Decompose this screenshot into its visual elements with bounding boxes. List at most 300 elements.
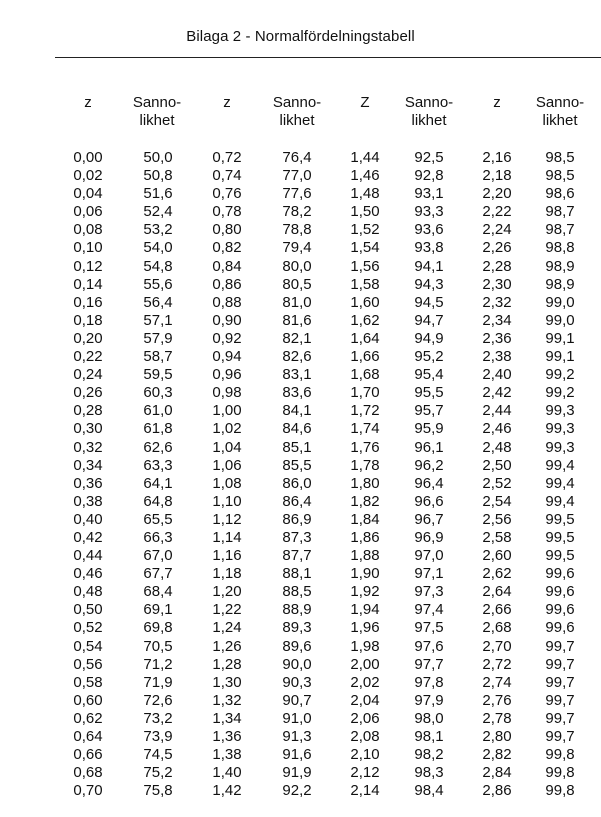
probability-cell: 53,2 xyxy=(143,221,173,239)
probability-cell: 82,1 xyxy=(282,329,312,347)
probability-cell: 96,6 xyxy=(414,492,444,510)
table-row xyxy=(0,439,601,457)
z-value-cell: 0,90 xyxy=(212,311,242,329)
z-value-cell: 2,62 xyxy=(482,565,512,583)
probability-cell: 92,8 xyxy=(414,167,444,185)
z-value-cell: 0,80 xyxy=(212,221,242,239)
probability-cell: 88,5 xyxy=(282,583,312,601)
probability-cell: 98,4 xyxy=(414,782,444,800)
z-value-cell: 0,54 xyxy=(73,637,103,655)
probability-cell: 84,6 xyxy=(282,420,312,438)
z-value-cell: 0,16 xyxy=(73,293,103,311)
probability-cell: 99,7 xyxy=(545,709,575,727)
probability-cell: 57,9 xyxy=(143,329,173,347)
probability-cell: 99,8 xyxy=(545,764,575,782)
probability-cell: 87,3 xyxy=(282,528,312,546)
probability-cell: 50,8 xyxy=(143,167,173,185)
column-header-z-2: z xyxy=(223,94,231,111)
probability-cell: 73,9 xyxy=(143,728,173,745)
probability-cell: 60,3 xyxy=(143,384,173,402)
table-row xyxy=(0,276,601,294)
z-value-cell: 2,22 xyxy=(482,203,512,221)
z-value-cell: 1,68 xyxy=(350,366,380,384)
page-title: Bilaga 2 - Normalfördelningstabell xyxy=(186,28,415,45)
z-value-cell: 0,68 xyxy=(73,764,103,782)
header-line-1: Sanno- xyxy=(132,94,182,111)
z-value-cell: 0,76 xyxy=(212,185,242,203)
z-value-cell: 0,40 xyxy=(73,510,103,528)
probability-cell: 99,1 xyxy=(545,348,575,366)
probability-cell: 93,8 xyxy=(414,239,444,257)
probability-cell: 85,1 xyxy=(282,438,312,456)
z-value-cell: 0,58 xyxy=(73,673,103,691)
z-value-cell: 1,00 xyxy=(212,402,242,420)
z-value-cell: 1,44 xyxy=(350,149,380,166)
probability-cell: 69,1 xyxy=(143,601,173,619)
probability-cell: 99,7 xyxy=(545,691,575,709)
z-value-cell: 1,56 xyxy=(350,257,380,275)
probability-cell: 99,8 xyxy=(545,746,575,764)
probability-cell: 93,3 xyxy=(414,203,444,221)
probability-cell: 61,8 xyxy=(143,420,173,438)
z-value-cell: 1,86 xyxy=(350,528,380,546)
z-value-cell: 2,54 xyxy=(482,492,512,510)
probability-cell: 91,9 xyxy=(282,764,312,782)
z-value-cell: 0,66 xyxy=(73,746,103,764)
probability-cell: 98,5 xyxy=(545,149,575,166)
z-value-cell: 0,24 xyxy=(73,366,103,384)
table-row xyxy=(0,221,601,239)
z-value-cell: 2,36 xyxy=(482,329,512,347)
z-value-cell: 0,10 xyxy=(73,239,103,257)
z-value-cell: 2,82 xyxy=(482,746,512,764)
z-value-cell: 0,96 xyxy=(212,366,242,384)
probability-cell: 73,2 xyxy=(143,709,173,727)
table-row xyxy=(0,366,601,384)
z-value-cell: 1,30 xyxy=(212,673,242,691)
probability-cell: 72,6 xyxy=(143,691,173,709)
z-value-cell: 1,54 xyxy=(350,239,380,257)
z-value-cell: 2,18 xyxy=(482,167,512,185)
table-row xyxy=(0,402,601,420)
table-row xyxy=(0,529,601,547)
probability-cell: 88,9 xyxy=(282,601,312,619)
header-line-1: Sanno- xyxy=(272,94,322,111)
probability-cell: 58,7 xyxy=(143,348,173,366)
probability-cell: 97,0 xyxy=(414,547,444,565)
z-value-cell: 1,20 xyxy=(212,583,242,601)
probability-cell: 94,3 xyxy=(414,275,444,293)
z-value-cell: 1,78 xyxy=(350,456,380,474)
z-value-cell: 0,30 xyxy=(73,420,103,438)
probability-cell: 67,7 xyxy=(143,565,173,583)
probability-cell: 99,5 xyxy=(545,528,575,546)
column-header-z-1: z xyxy=(84,94,92,111)
z-value-cell: 0,12 xyxy=(73,257,103,275)
table-row xyxy=(0,239,601,257)
z-value-cell: 1,92 xyxy=(350,583,380,601)
probability-cell: 64,8 xyxy=(143,492,173,510)
z-value-cell: 0,92 xyxy=(212,329,242,347)
probability-cell: 95,2 xyxy=(414,348,444,366)
z-value-cell: 1,62 xyxy=(350,311,380,329)
probability-cell: 99,7 xyxy=(545,655,575,673)
z-value-cell: 0,32 xyxy=(73,438,103,456)
z-value-cell: 0,86 xyxy=(212,275,242,293)
z-value-cell: 1,82 xyxy=(350,492,380,510)
table-row xyxy=(0,348,601,366)
table-header xyxy=(0,94,601,134)
z-value-cell: 0,06 xyxy=(73,203,103,221)
probability-cell: 68,4 xyxy=(143,583,173,601)
table-row xyxy=(0,728,601,746)
probability-cell: 91,0 xyxy=(282,709,312,727)
table-row xyxy=(0,167,601,185)
probability-cell: 99,5 xyxy=(545,547,575,565)
probability-cell: 97,5 xyxy=(414,619,444,637)
header-line-2: likhet xyxy=(139,112,175,129)
probability-cell: 50,0 xyxy=(143,149,173,166)
z-value-cell: 2,12 xyxy=(350,764,380,782)
probability-cell: 61,0 xyxy=(143,402,173,420)
probability-cell: 99,8 xyxy=(545,782,575,800)
z-value-cell: 1,64 xyxy=(350,329,380,347)
z-value-cell: 2,20 xyxy=(482,185,512,203)
z-value-cell: 0,52 xyxy=(73,619,103,637)
z-value-cell: 0,26 xyxy=(73,384,103,402)
z-value-cell: 2,52 xyxy=(482,474,512,492)
z-value-cell: 2,48 xyxy=(482,438,512,456)
probability-cell: 70,5 xyxy=(143,637,173,655)
z-value-cell: 2,24 xyxy=(482,221,512,239)
probability-cell: 56,4 xyxy=(143,293,173,311)
probability-cell: 99,4 xyxy=(545,492,575,510)
z-value-cell: 1,26 xyxy=(212,637,242,655)
column-header-probability-1 xyxy=(117,94,197,130)
probability-cell: 94,5 xyxy=(414,293,444,311)
z-value-cell: 1,40 xyxy=(212,764,242,782)
probability-cell: 99,3 xyxy=(545,438,575,456)
probability-cell: 74,5 xyxy=(143,746,173,764)
table-row xyxy=(0,547,601,565)
probability-cell: 91,3 xyxy=(282,728,312,745)
z-value-cell: 1,66 xyxy=(350,348,380,366)
z-value-cell: 1,50 xyxy=(350,203,380,221)
probability-cell: 54,8 xyxy=(143,257,173,275)
table-row xyxy=(0,185,601,203)
z-value-cell: 2,08 xyxy=(350,728,380,745)
probability-cell: 99,7 xyxy=(545,673,575,691)
z-value-cell: 2,46 xyxy=(482,420,512,438)
probability-cell: 89,6 xyxy=(282,637,312,655)
probability-cell: 71,9 xyxy=(143,673,173,691)
column-header-z-3: Z xyxy=(360,94,370,111)
table-row xyxy=(0,457,601,475)
probability-cell: 99,3 xyxy=(545,420,575,438)
z-value-cell: 1,46 xyxy=(350,167,380,185)
probability-cell: 83,1 xyxy=(282,366,312,384)
table-row xyxy=(0,420,601,438)
header-line-1: Sanno- xyxy=(404,94,454,111)
probability-cell: 64,1 xyxy=(143,474,173,492)
z-value-cell: 1,90 xyxy=(350,565,380,583)
z-value-cell: 1,12 xyxy=(212,510,242,528)
z-value-cell: 2,32 xyxy=(482,293,512,311)
probability-cell: 62,6 xyxy=(143,438,173,456)
table-row xyxy=(0,203,601,221)
probability-cell: 99,7 xyxy=(545,637,575,655)
z-value-cell: 2,26 xyxy=(482,239,512,257)
probability-cell: 98,2 xyxy=(414,746,444,764)
table-row xyxy=(0,674,601,692)
probability-cell: 52,4 xyxy=(143,203,173,221)
probability-cell: 89,3 xyxy=(282,619,312,637)
table-row xyxy=(0,710,601,728)
probability-cell: 97,7 xyxy=(414,655,444,673)
probability-cell: 97,4 xyxy=(414,601,444,619)
z-value-cell: 0,08 xyxy=(73,221,103,239)
z-value-cell: 0,02 xyxy=(73,167,103,185)
z-value-cell: 0,44 xyxy=(73,547,103,565)
probability-cell: 95,9 xyxy=(414,420,444,438)
probability-cell: 84,1 xyxy=(282,402,312,420)
z-value-cell: 2,28 xyxy=(482,257,512,275)
probability-cell: 99,1 xyxy=(545,329,575,347)
z-value-cell: 2,80 xyxy=(482,728,512,745)
z-value-cell: 1,22 xyxy=(212,601,242,619)
table-row xyxy=(0,601,601,619)
z-value-cell: 1,52 xyxy=(350,221,380,239)
z-value-cell: 2,42 xyxy=(482,384,512,402)
probability-cell: 98,5 xyxy=(545,167,575,185)
probability-cell: 99,7 xyxy=(545,728,575,745)
probability-cell: 66,3 xyxy=(143,528,173,546)
z-value-cell: 1,18 xyxy=(212,565,242,583)
z-value-cell: 2,78 xyxy=(482,709,512,727)
z-value-cell: 2,34 xyxy=(482,311,512,329)
z-value-cell: 2,38 xyxy=(482,348,512,366)
z-value-cell: 1,36 xyxy=(212,728,242,745)
z-value-cell: 0,56 xyxy=(73,655,103,673)
probability-cell: 95,4 xyxy=(414,366,444,384)
probability-cell: 77,6 xyxy=(282,185,312,203)
z-value-cell: 1,58 xyxy=(350,275,380,293)
z-value-cell: 0,38 xyxy=(73,492,103,510)
probability-cell: 98,9 xyxy=(545,257,575,275)
z-value-cell: 1,70 xyxy=(350,384,380,402)
probability-cell: 69,8 xyxy=(143,619,173,637)
table-row xyxy=(0,782,601,800)
probability-cell: 59,5 xyxy=(143,366,173,384)
probability-cell: 99,6 xyxy=(545,601,575,619)
table-row xyxy=(0,583,601,601)
probability-cell: 75,2 xyxy=(143,764,173,782)
probability-cell: 81,0 xyxy=(282,293,312,311)
probability-cell: 99,2 xyxy=(545,366,575,384)
z-value-cell: 0,48 xyxy=(73,583,103,601)
probability-cell: 82,6 xyxy=(282,348,312,366)
z-value-cell: 0,88 xyxy=(212,293,242,311)
z-value-cell: 0,62 xyxy=(73,709,103,727)
z-value-cell: 2,00 xyxy=(350,655,380,673)
probability-cell: 55,6 xyxy=(143,275,173,293)
z-value-cell: 1,24 xyxy=(212,619,242,637)
probability-cell: 92,2 xyxy=(282,782,312,800)
probability-cell: 96,2 xyxy=(414,456,444,474)
probability-cell: 97,8 xyxy=(414,673,444,691)
z-value-cell: 2,64 xyxy=(482,583,512,601)
table-row xyxy=(0,312,601,330)
z-value-cell: 2,16 xyxy=(482,149,512,166)
probability-cell: 63,3 xyxy=(143,456,173,474)
z-value-cell: 2,72 xyxy=(482,655,512,673)
probability-cell: 86,4 xyxy=(282,492,312,510)
header-line-1: Sanno- xyxy=(535,94,585,111)
table-row xyxy=(0,330,601,348)
probability-cell: 96,1 xyxy=(414,438,444,456)
z-value-cell: 0,98 xyxy=(212,384,242,402)
z-value-cell: 1,96 xyxy=(350,619,380,637)
z-value-cell: 2,60 xyxy=(482,547,512,565)
probability-cell: 97,6 xyxy=(414,637,444,655)
z-value-cell: 2,40 xyxy=(482,366,512,384)
probability-cell: 87,7 xyxy=(282,547,312,565)
probability-cell: 98,0 xyxy=(414,709,444,727)
z-value-cell: 1,08 xyxy=(212,474,242,492)
probability-cell: 99,3 xyxy=(545,402,575,420)
z-value-cell: 2,30 xyxy=(482,275,512,293)
z-value-cell: 2,68 xyxy=(482,619,512,637)
z-value-cell: 0,28 xyxy=(73,402,103,420)
probability-cell: 98,3 xyxy=(414,764,444,782)
z-value-cell: 2,44 xyxy=(482,402,512,420)
probability-cell: 95,5 xyxy=(414,384,444,402)
z-value-cell: 1,94 xyxy=(350,601,380,619)
probability-cell: 83,6 xyxy=(282,384,312,402)
z-value-cell: 2,86 xyxy=(482,782,512,800)
z-value-cell: 0,34 xyxy=(73,456,103,474)
probability-cell: 80,5 xyxy=(282,275,312,293)
z-value-cell: 1,16 xyxy=(212,547,242,565)
probability-cell: 78,8 xyxy=(282,221,312,239)
table-row xyxy=(0,475,601,493)
z-value-cell: 1,48 xyxy=(350,185,380,203)
probability-cell: 94,1 xyxy=(414,257,444,275)
probability-cell: 90,3 xyxy=(282,673,312,691)
z-value-cell: 2,50 xyxy=(482,456,512,474)
z-value-cell: 2,10 xyxy=(350,746,380,764)
normal-distribution-table xyxy=(0,149,601,800)
table-row xyxy=(0,149,601,167)
z-value-cell: 1,84 xyxy=(350,510,380,528)
z-value-cell: 2,58 xyxy=(482,528,512,546)
probability-cell: 91,6 xyxy=(282,746,312,764)
probability-cell: 88,1 xyxy=(282,565,312,583)
table-row xyxy=(0,746,601,764)
probability-cell: 76,4 xyxy=(282,149,312,166)
z-value-cell: 1,06 xyxy=(212,456,242,474)
probability-cell: 75,8 xyxy=(143,782,173,800)
probability-cell: 96,7 xyxy=(414,510,444,528)
z-value-cell: 2,06 xyxy=(350,709,380,727)
table-row xyxy=(0,294,601,312)
z-value-cell: 2,14 xyxy=(350,782,380,800)
probability-cell: 96,9 xyxy=(414,528,444,546)
z-value-cell: 2,56 xyxy=(482,510,512,528)
probability-cell: 93,1 xyxy=(414,185,444,203)
probability-cell: 77,0 xyxy=(282,167,312,185)
probability-cell: 90,0 xyxy=(282,655,312,673)
z-value-cell: 1,04 xyxy=(212,438,242,456)
z-value-cell: 1,76 xyxy=(350,438,380,456)
header-line-2: likhet xyxy=(279,112,315,129)
probability-cell: 93,6 xyxy=(414,221,444,239)
probability-cell: 54,0 xyxy=(143,239,173,257)
z-value-cell: 1,14 xyxy=(212,528,242,546)
probability-cell: 98,1 xyxy=(414,728,444,745)
probability-cell: 99,4 xyxy=(545,474,575,492)
z-value-cell: 0,64 xyxy=(73,728,103,745)
z-value-cell: 1,02 xyxy=(212,420,242,438)
z-value-cell: 0,50 xyxy=(73,601,103,619)
header-line-2: likhet xyxy=(411,112,447,129)
column-header-z-4: z xyxy=(493,94,501,111)
table-row xyxy=(0,692,601,710)
z-value-cell: 2,04 xyxy=(350,691,380,709)
z-value-cell: 1,80 xyxy=(350,474,380,492)
z-value-cell: 0,00 xyxy=(73,149,103,166)
table-row xyxy=(0,511,601,529)
probability-cell: 51,6 xyxy=(143,185,173,203)
z-value-cell: 0,22 xyxy=(73,348,103,366)
z-value-cell: 2,76 xyxy=(482,691,512,709)
z-value-cell: 0,04 xyxy=(73,185,103,203)
probability-cell: 79,4 xyxy=(282,239,312,257)
z-value-cell: 0,70 xyxy=(73,782,103,800)
z-value-cell: 0,42 xyxy=(73,528,103,546)
probability-cell: 99,2 xyxy=(545,384,575,402)
table-row xyxy=(0,656,601,674)
probability-cell: 78,2 xyxy=(282,203,312,221)
table-row xyxy=(0,565,601,583)
title-divider xyxy=(55,57,601,58)
probability-cell: 99,6 xyxy=(545,583,575,601)
probability-cell: 98,6 xyxy=(545,185,575,203)
probability-cell: 99,6 xyxy=(545,565,575,583)
probability-cell: 71,2 xyxy=(143,655,173,673)
table-row xyxy=(0,258,601,276)
column-header-probability-4 xyxy=(520,94,600,130)
probability-cell: 65,5 xyxy=(143,510,173,528)
z-value-cell: 0,14 xyxy=(73,275,103,293)
z-value-cell: 0,82 xyxy=(212,239,242,257)
z-value-cell: 1,32 xyxy=(212,691,242,709)
probability-cell: 96,4 xyxy=(414,474,444,492)
probability-cell: 97,1 xyxy=(414,565,444,583)
z-value-cell: 2,70 xyxy=(482,637,512,655)
probability-cell: 92,5 xyxy=(414,149,444,166)
z-value-cell: 2,66 xyxy=(482,601,512,619)
table-row xyxy=(0,384,601,402)
probability-cell: 99,0 xyxy=(545,311,575,329)
z-value-cell: 0,94 xyxy=(212,348,242,366)
z-value-cell: 1,10 xyxy=(212,492,242,510)
table-row xyxy=(0,493,601,511)
z-value-cell: 2,74 xyxy=(482,673,512,691)
header-line-2: likhet xyxy=(542,112,578,129)
probability-cell: 97,3 xyxy=(414,583,444,601)
z-value-cell: 1,88 xyxy=(350,547,380,565)
